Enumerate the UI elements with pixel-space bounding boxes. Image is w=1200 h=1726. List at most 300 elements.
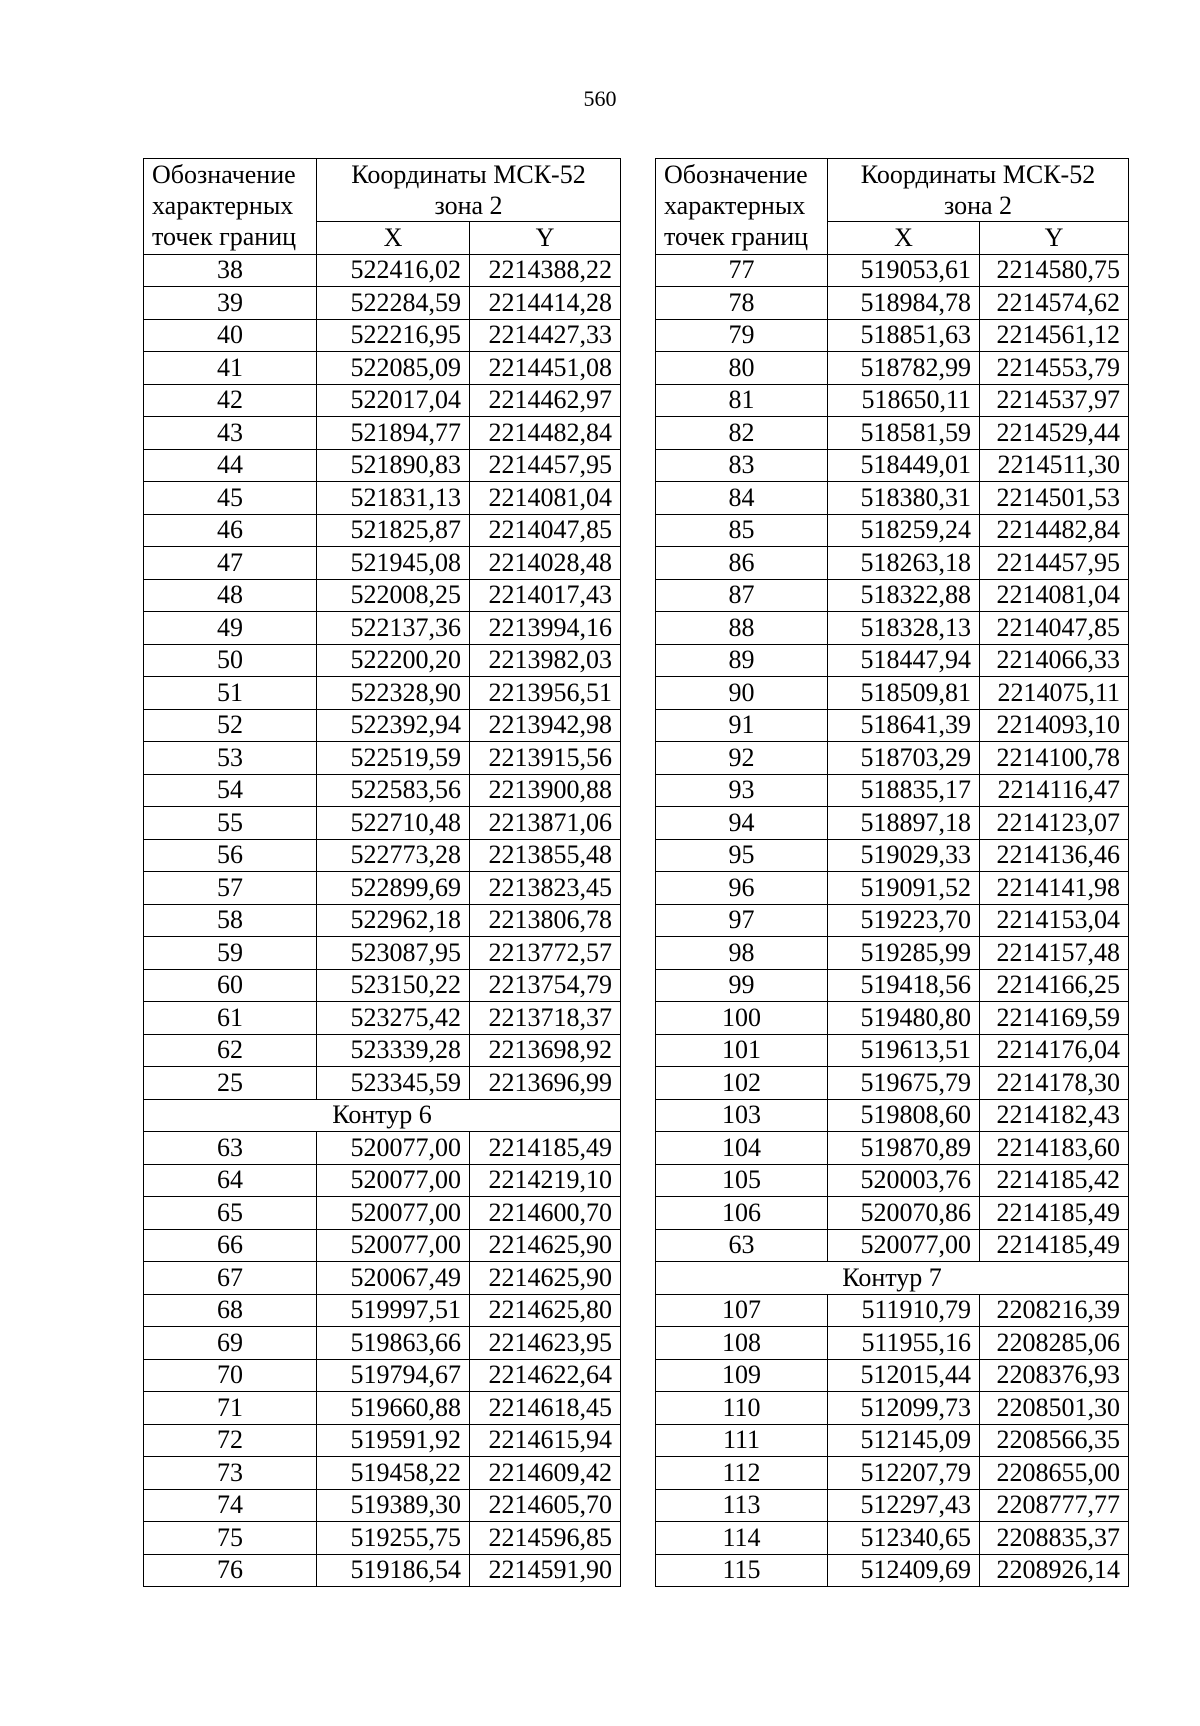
x-coordinate-cell: 518449,01 <box>828 449 980 482</box>
point-id-cell: 95 <box>656 839 828 872</box>
table-row <box>656 807 1129 840</box>
point-id-cell: 42 <box>144 384 317 417</box>
table-row <box>656 937 1129 970</box>
point-id-cell: 105 <box>656 1164 828 1197</box>
table-row <box>144 872 621 905</box>
point-id-cell: 92 <box>656 742 828 775</box>
y-coordinate-cell: 2214615,94 <box>470 1424 621 1457</box>
contour-row <box>656 1262 1129 1295</box>
y-coordinate-cell: 2214457,95 <box>980 547 1129 580</box>
table-row <box>656 904 1129 937</box>
y-coordinate-cell: 2208216,39 <box>980 1294 1129 1327</box>
y-coordinate-cell: 2214017,43 <box>470 579 621 612</box>
point-id-cell: 45 <box>144 482 317 515</box>
x-coordinate-cell: 522583,56 <box>317 774 470 807</box>
y-coordinate-cell: 2214591,90 <box>470 1554 621 1587</box>
y-coordinate-cell: 2214482,84 <box>980 514 1129 547</box>
table-row <box>656 1229 1129 1262</box>
x-coordinate-cell: 518835,17 <box>828 774 980 807</box>
point-id-cell: 40 <box>144 319 317 352</box>
table-row <box>144 254 621 287</box>
table-row <box>656 709 1129 742</box>
y-coordinate-cell: 2208566,35 <box>980 1424 1129 1457</box>
y-coordinate-cell: 2208285,06 <box>980 1327 1129 1360</box>
x-coordinate-cell: 522962,18 <box>317 904 470 937</box>
y-coordinate-cell: 2214157,48 <box>980 937 1129 970</box>
point-id-cell: 81 <box>656 384 828 417</box>
table-row <box>144 1294 621 1327</box>
table-row <box>656 1164 1129 1197</box>
y-coordinate-cell: 2214457,95 <box>470 449 621 482</box>
table-row <box>656 1554 1129 1587</box>
point-id-cell: 25 <box>144 1067 317 1100</box>
point-id-cell: 64 <box>144 1164 317 1197</box>
point-id-cell: 66 <box>144 1229 317 1262</box>
x-coordinate-cell: 512099,73 <box>828 1392 980 1425</box>
coordinates-header <box>317 159 621 222</box>
x-coordinate-cell: 519480,80 <box>828 1002 980 1035</box>
y-coordinate-cell: 2214141,98 <box>980 872 1129 905</box>
point-id-cell: 67 <box>144 1262 317 1295</box>
table-row <box>656 1359 1129 1392</box>
point-id-cell: 70 <box>144 1359 317 1392</box>
point-id-cell: 84 <box>656 482 828 515</box>
point-id-cell: 97 <box>656 904 828 937</box>
y-coordinate-cell: 2214153,04 <box>980 904 1129 937</box>
table-row <box>656 1197 1129 1230</box>
table-row <box>144 807 621 840</box>
x-coordinate-cell: 512340,65 <box>828 1522 980 1555</box>
x-coordinate-cell: 520003,76 <box>828 1164 980 1197</box>
table-row <box>656 1489 1129 1522</box>
x-coordinate-cell: 522200,20 <box>317 644 470 677</box>
point-id-cell: 85 <box>656 514 828 547</box>
point-id-cell: 54 <box>144 774 317 807</box>
x-coordinate-cell: 520077,00 <box>317 1229 470 1262</box>
x-coordinate-cell: 522519,59 <box>317 742 470 775</box>
coordinates-header <box>828 159 1129 222</box>
x-coordinate-cell: 518782,99 <box>828 352 980 385</box>
point-id-cell: 59 <box>144 937 317 970</box>
point-header-line: точек границ <box>152 222 297 251</box>
table-row <box>656 1132 1129 1165</box>
x-coordinate-cell: 518851,63 <box>828 319 980 352</box>
x-coordinate-cell: 519255,75 <box>317 1522 470 1555</box>
point-header-line: характерных <box>664 191 806 220</box>
point-id-cell: 103 <box>656 1099 828 1132</box>
y-coordinate-cell: 2214609,42 <box>470 1457 621 1490</box>
point-id-cell: 55 <box>144 807 317 840</box>
x-coordinate-cell: 518259,24 <box>828 514 980 547</box>
point-id-cell: 115 <box>656 1554 828 1587</box>
y-coordinate-cell: 2208777,77 <box>980 1489 1129 1522</box>
y-coordinate-cell: 2214623,95 <box>470 1327 621 1360</box>
y-coordinate-cell: 2213698,92 <box>470 1034 621 1067</box>
x-coordinate-cell: 519029,33 <box>828 839 980 872</box>
point-id-cell: 90 <box>656 677 828 710</box>
y-coordinate-cell: 2213956,51 <box>470 677 621 710</box>
x-coordinate-cell: 522085,09 <box>317 352 470 385</box>
y-coordinate-cell: 2214185,42 <box>980 1164 1129 1197</box>
x-column-header: X <box>828 222 980 255</box>
y-coordinate-cell: 2214169,59 <box>980 1002 1129 1035</box>
point-id-cell: 38 <box>144 254 317 287</box>
x-coordinate-cell: 519870,89 <box>828 1132 980 1165</box>
contour-label: Контур 7 <box>656 1262 1129 1295</box>
x-coordinate-cell: 522773,28 <box>317 839 470 872</box>
y-coordinate-cell: 2214066,33 <box>980 644 1129 677</box>
contour-row <box>144 1099 621 1132</box>
point-id-cell: 44 <box>144 449 317 482</box>
point-id-cell: 110 <box>656 1392 828 1425</box>
table-row <box>144 1424 621 1457</box>
y-coordinate-cell: 2214081,04 <box>980 579 1129 612</box>
point-id-cell: 61 <box>144 1002 317 1035</box>
x-coordinate-cell: 521890,83 <box>317 449 470 482</box>
y-coordinate-cell: 2214182,43 <box>980 1099 1129 1132</box>
x-coordinate-cell: 512409,69 <box>828 1554 980 1587</box>
table-row <box>144 449 621 482</box>
y-coordinate-cell: 2214625,90 <box>470 1229 621 1262</box>
point-id-cell: 69 <box>144 1327 317 1360</box>
y-coordinate-cell: 2213982,03 <box>470 644 621 677</box>
y-coordinate-cell: 2214166,25 <box>980 969 1129 1002</box>
table-row <box>656 742 1129 775</box>
x-coordinate-cell: 519186,54 <box>317 1554 470 1587</box>
x-coordinate-cell: 522284,59 <box>317 287 470 320</box>
y-coordinate-cell: 2214622,64 <box>470 1359 621 1392</box>
y-coordinate-cell: 2214176,04 <box>980 1034 1129 1067</box>
table-row <box>144 319 621 352</box>
y-coordinate-cell: 2214185,49 <box>980 1197 1129 1230</box>
point-id-cell: 76 <box>144 1554 317 1587</box>
x-coordinate-cell: 522899,69 <box>317 872 470 905</box>
table-row <box>656 1457 1129 1490</box>
point-id-cell: 39 <box>144 287 317 320</box>
x-coordinate-cell: 519591,92 <box>317 1424 470 1457</box>
y-coordinate-cell: 2214427,33 <box>470 319 621 352</box>
y-coordinate-cell: 2214028,48 <box>470 547 621 580</box>
y-coordinate-cell: 2214185,49 <box>980 1229 1129 1262</box>
point-id-cell: 56 <box>144 839 317 872</box>
table-row <box>656 579 1129 612</box>
table-row <box>656 287 1129 320</box>
table-row <box>656 384 1129 417</box>
y-coordinate-cell: 2214501,53 <box>980 482 1129 515</box>
page-number: 560 <box>583 86 617 111</box>
x-coordinate-cell: 519808,60 <box>828 1099 980 1132</box>
table-row <box>144 1262 621 1295</box>
y-coordinate-cell: 2214537,97 <box>980 384 1129 417</box>
table-row <box>144 1164 621 1197</box>
point-id-cell: 107 <box>656 1294 828 1327</box>
table-row <box>656 774 1129 807</box>
table-row <box>144 839 621 872</box>
table-row <box>656 1392 1129 1425</box>
x-coordinate-cell: 518650,11 <box>828 384 980 417</box>
point-id-cell: 106 <box>656 1197 828 1230</box>
point-header-line: точек границ <box>664 222 809 251</box>
x-coordinate-cell: 522017,04 <box>317 384 470 417</box>
x-coordinate-cell: 518380,31 <box>828 482 980 515</box>
y-column-header: Y <box>980 222 1129 255</box>
table-row <box>144 547 621 580</box>
x-coordinate-cell: 518641,39 <box>828 709 980 742</box>
point-id-cell: 72 <box>144 1424 317 1457</box>
table-row <box>144 1197 621 1230</box>
point-id-cell: 73 <box>144 1457 317 1490</box>
x-coordinate-cell: 519285,99 <box>828 937 980 970</box>
y-coordinate-cell: 2214462,97 <box>470 384 621 417</box>
point-id-cell: 94 <box>656 807 828 840</box>
x-coordinate-cell: 520077,00 <box>828 1229 980 1262</box>
coordinates-table-right <box>655 158 1129 1587</box>
point-id-cell: 41 <box>144 352 317 385</box>
table-row <box>144 1229 621 1262</box>
y-coordinate-cell: 2213994,16 <box>470 612 621 645</box>
y-coordinate-cell: 2214625,80 <box>470 1294 621 1327</box>
y-column-header: Y <box>470 222 621 255</box>
table-row <box>144 1132 621 1165</box>
point-id-cell: 63 <box>656 1229 828 1262</box>
point-id-cell: 75 <box>144 1522 317 1555</box>
table-row <box>656 969 1129 1002</box>
coord-header-line: зона 2 <box>943 191 1013 220</box>
y-coordinate-cell: 2214511,30 <box>980 449 1129 482</box>
coordinates-table-left <box>143 158 621 1587</box>
table-row <box>656 449 1129 482</box>
table-row <box>656 872 1129 905</box>
table-row <box>656 1034 1129 1067</box>
point-id-cell: 43 <box>144 417 317 450</box>
contour-label: Контур 6 <box>144 1099 621 1132</box>
table-row <box>144 482 621 515</box>
y-coordinate-cell: 2214580,75 <box>980 254 1129 287</box>
point-id-cell: 93 <box>656 774 828 807</box>
y-coordinate-cell: 2213696,99 <box>470 1067 621 1100</box>
x-coordinate-cell: 523275,42 <box>317 1002 470 1035</box>
x-coordinate-cell: 511955,16 <box>828 1327 980 1360</box>
x-coordinate-cell: 522137,36 <box>317 612 470 645</box>
table-row <box>144 1002 621 1035</box>
x-coordinate-cell: 522392,94 <box>317 709 470 742</box>
table-row <box>144 904 621 937</box>
y-coordinate-cell: 2208926,14 <box>980 1554 1129 1587</box>
point-id-cell: 102 <box>656 1067 828 1100</box>
table-row <box>144 1489 621 1522</box>
point-id-cell: 91 <box>656 709 828 742</box>
point-id-cell: 83 <box>656 449 828 482</box>
table-row <box>144 969 621 1002</box>
point-id-cell: 60 <box>144 969 317 1002</box>
table-row <box>656 547 1129 580</box>
table-row <box>656 1294 1129 1327</box>
x-coordinate-cell: 519613,51 <box>828 1034 980 1067</box>
y-coordinate-cell: 2214605,70 <box>470 1489 621 1522</box>
table-row <box>656 352 1129 385</box>
x-coordinate-cell: 512015,44 <box>828 1359 980 1392</box>
x-coordinate-cell: 518703,29 <box>828 742 980 775</box>
point-header-line: Обозначение <box>152 160 296 189</box>
point-id-cell: 88 <box>656 612 828 645</box>
y-coordinate-cell: 2214219,10 <box>470 1164 621 1197</box>
table-body-left <box>144 254 621 1587</box>
y-coordinate-cell: 2214553,79 <box>980 352 1129 385</box>
y-coordinate-cell: 2213823,45 <box>470 872 621 905</box>
table-row <box>144 1034 621 1067</box>
y-coordinate-cell: 2213855,48 <box>470 839 621 872</box>
y-coordinate-cell: 2214093,10 <box>980 709 1129 742</box>
point-id-cell: 78 <box>656 287 828 320</box>
table-row <box>656 1522 1129 1555</box>
x-coordinate-cell: 521894,77 <box>317 417 470 450</box>
y-coordinate-cell: 2214625,90 <box>470 1262 621 1295</box>
table-row <box>656 1099 1129 1132</box>
y-coordinate-cell: 2214561,12 <box>980 319 1129 352</box>
y-coordinate-cell: 2214116,47 <box>980 774 1129 807</box>
x-coordinate-cell: 519863,66 <box>317 1327 470 1360</box>
x-coordinate-cell: 518447,94 <box>828 644 980 677</box>
point-id-cell: 68 <box>144 1294 317 1327</box>
point-designation-header <box>656 159 828 255</box>
table-row <box>656 319 1129 352</box>
point-id-cell: 104 <box>656 1132 828 1165</box>
table-row <box>656 254 1129 287</box>
x-coordinate-cell: 522710,48 <box>317 807 470 840</box>
x-coordinate-cell: 518581,59 <box>828 417 980 450</box>
x-coordinate-cell: 512145,09 <box>828 1424 980 1457</box>
x-coordinate-cell: 520077,00 <box>317 1197 470 1230</box>
y-coordinate-cell: 2214183,60 <box>980 1132 1129 1165</box>
point-header-line: Обозначение <box>664 160 808 189</box>
x-coordinate-cell: 521831,13 <box>317 482 470 515</box>
table-row <box>656 1424 1129 1457</box>
table-row <box>144 384 621 417</box>
x-coordinate-cell: 519223,70 <box>828 904 980 937</box>
coord-header-line: зона 2 <box>434 191 503 220</box>
point-id-cell: 101 <box>656 1034 828 1067</box>
table-row <box>656 644 1129 677</box>
point-id-cell: 82 <box>656 417 828 450</box>
point-id-cell: 112 <box>656 1457 828 1490</box>
coord-header-line: Координаты МСК-52 <box>860 160 1096 189</box>
table-row <box>656 482 1129 515</box>
x-coordinate-cell: 519997,51 <box>317 1294 470 1327</box>
table-row <box>144 937 621 970</box>
y-coordinate-cell: 2213915,56 <box>470 742 621 775</box>
y-coordinate-cell: 2214482,84 <box>470 417 621 450</box>
point-designation-header <box>144 159 317 255</box>
table-row <box>144 742 621 775</box>
table-row <box>656 612 1129 645</box>
x-coordinate-cell: 520067,49 <box>317 1262 470 1295</box>
point-id-cell: 99 <box>656 969 828 1002</box>
point-id-cell: 58 <box>144 904 317 937</box>
table-row <box>656 1002 1129 1035</box>
y-coordinate-cell: 2208835,37 <box>980 1522 1129 1555</box>
x-coordinate-cell: 521825,87 <box>317 514 470 547</box>
y-coordinate-cell: 2213718,37 <box>470 1002 621 1035</box>
y-coordinate-cell: 2214100,78 <box>980 742 1129 775</box>
x-coordinate-cell: 512297,43 <box>828 1489 980 1522</box>
y-coordinate-cell: 2214414,28 <box>470 287 621 320</box>
x-coordinate-cell: 522328,90 <box>317 677 470 710</box>
table-row <box>656 514 1129 547</box>
x-coordinate-cell: 518984,78 <box>828 287 980 320</box>
y-coordinate-cell: 2213942,98 <box>470 709 621 742</box>
x-coordinate-cell: 518263,18 <box>828 547 980 580</box>
x-coordinate-cell: 518328,13 <box>828 612 980 645</box>
x-coordinate-cell: 519660,88 <box>317 1392 470 1425</box>
x-coordinate-cell: 519053,61 <box>828 254 980 287</box>
x-coordinate-cell: 522216,95 <box>317 319 470 352</box>
y-coordinate-cell: 2208655,00 <box>980 1457 1129 1490</box>
x-coordinate-cell: 518897,18 <box>828 807 980 840</box>
y-coordinate-cell: 2214136,46 <box>980 839 1129 872</box>
point-header-line: характерных <box>152 191 294 220</box>
table-row <box>656 1327 1129 1360</box>
table-row <box>144 514 621 547</box>
point-id-cell: 71 <box>144 1392 317 1425</box>
y-coordinate-cell: 2214388,22 <box>470 254 621 287</box>
table-row <box>144 579 621 612</box>
table-row <box>656 839 1129 872</box>
table-row <box>144 1392 621 1425</box>
x-coordinate-cell: 518322,88 <box>828 579 980 612</box>
point-id-cell: 96 <box>656 872 828 905</box>
table-row <box>144 417 621 450</box>
table-row <box>144 612 621 645</box>
table-row <box>144 1522 621 1555</box>
point-id-cell: 51 <box>144 677 317 710</box>
x-coordinate-cell: 512207,79 <box>828 1457 980 1490</box>
table-row <box>144 677 621 710</box>
point-id-cell: 109 <box>656 1359 828 1392</box>
x-coordinate-cell: 523087,95 <box>317 937 470 970</box>
y-coordinate-cell: 2214047,85 <box>470 514 621 547</box>
x-coordinate-cell: 520070,86 <box>828 1197 980 1230</box>
y-coordinate-cell: 2213806,78 <box>470 904 621 937</box>
point-id-cell: 113 <box>656 1489 828 1522</box>
y-coordinate-cell: 2214123,07 <box>980 807 1129 840</box>
y-coordinate-cell: 2214618,45 <box>470 1392 621 1425</box>
x-coordinate-cell: 519458,22 <box>317 1457 470 1490</box>
x-coordinate-cell: 522416,02 <box>317 254 470 287</box>
x-coordinate-cell: 519091,52 <box>828 872 980 905</box>
x-coordinate-cell: 511910,79 <box>828 1294 980 1327</box>
point-id-cell: 47 <box>144 547 317 580</box>
y-coordinate-cell: 2208501,30 <box>980 1392 1129 1425</box>
table-row <box>656 677 1129 710</box>
x-coordinate-cell: 519675,79 <box>828 1067 980 1100</box>
table-row <box>144 644 621 677</box>
point-id-cell: 98 <box>656 937 828 970</box>
y-coordinate-cell: 2213772,57 <box>470 937 621 970</box>
y-coordinate-cell: 2214075,11 <box>980 677 1129 710</box>
y-coordinate-cell: 2213754,79 <box>470 969 621 1002</box>
point-id-cell: 52 <box>144 709 317 742</box>
y-coordinate-cell: 2214574,62 <box>980 287 1129 320</box>
point-id-cell: 57 <box>144 872 317 905</box>
table-row <box>144 1327 621 1360</box>
table-row <box>144 709 621 742</box>
table-row <box>144 1067 621 1100</box>
table-row <box>144 774 621 807</box>
point-id-cell: 111 <box>656 1424 828 1457</box>
point-id-cell: 100 <box>656 1002 828 1035</box>
table-row <box>144 1457 621 1490</box>
point-id-cell: 89 <box>656 644 828 677</box>
